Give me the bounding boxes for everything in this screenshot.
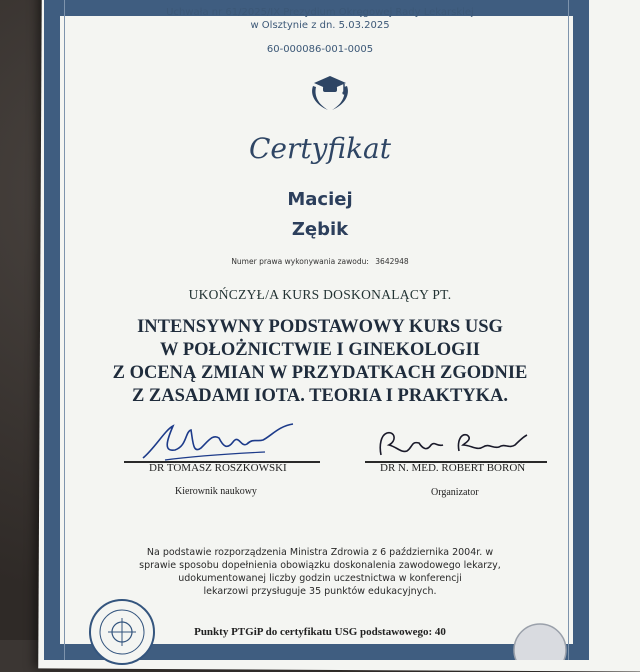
certificate-number: 60-000086-001-0005 xyxy=(266,44,374,55)
graduation-cap-laurel-icon xyxy=(304,72,356,116)
legal-line-1: Na podstawie rozporządzenia Ministra Zdrowia z 6 października 2004r. w xyxy=(146,547,494,558)
right-signatory-name: DR N. MED. ROBERT BOROŃ xyxy=(380,462,526,474)
legal-line-2: sprawie sposobu dopełnienia obowiązku doskonalenia zawodowego lekarzy, xyxy=(139,560,501,571)
course-line-1: INTENSYWNY PODSTAWOWY KURS USG xyxy=(137,317,503,337)
right-signatory-role: Organizator xyxy=(431,487,479,498)
license-row xyxy=(0,257,640,266)
legal-line-4: lekarzowi przysługuje 35 punktów edukacyjnych. xyxy=(203,586,437,597)
resolution-line-1: Uchwała nr 61/2025/IX Prezydium Okręgowej Rady Lekarskiej xyxy=(166,7,474,18)
course-line-4: Z ZASADAMI IOTA. TEORIA I PRAKTYKA. xyxy=(131,386,509,406)
certificate-title: Certyfikat xyxy=(248,132,392,165)
license-label: Numer prawa wykonywania zawodu: xyxy=(231,257,369,266)
recipient-first-name: Maciej xyxy=(287,189,353,210)
course-line-2: W POŁOŻNICTWIE I GINEKOLOGII xyxy=(160,340,480,360)
legal-line-3: udokumentowanej liczby godzin uczestnictwa w konferencji xyxy=(178,573,462,584)
license-number: 3642948 xyxy=(375,257,409,266)
right-signature xyxy=(365,425,540,465)
left-signature xyxy=(135,420,305,465)
resolution-line-2: w Olsztynie z dn. 5.03.2025 xyxy=(250,20,390,31)
ptgip-points: Punkty PTGiP do certyfikatu USG podstawowego: 40 xyxy=(194,626,446,638)
left-signatory-name: DR TOMASZ ROSZKOWSKI xyxy=(149,462,287,474)
course-line-3: Z OCENĄ ZMIAN W PRZYDATKACH ZGODNIE xyxy=(112,363,528,383)
completed-label: UKOŃCZYŁ/A KURS DOSKONALĄCY PT. xyxy=(188,287,452,302)
recipient-last-name: Zębik xyxy=(291,219,349,240)
left-signatory-role: Kierownik naukowy xyxy=(175,486,257,497)
